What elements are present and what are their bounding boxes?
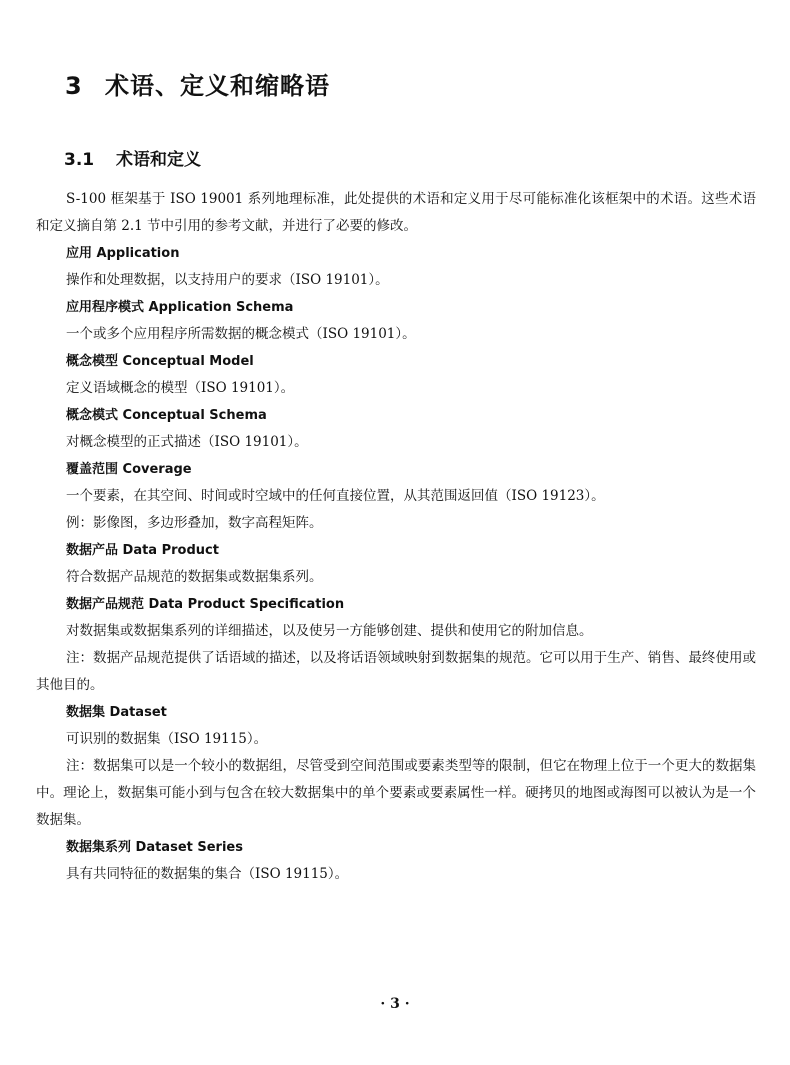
definition-application-schema: 一个或多个应用程序所需数据的概念模式（ISO 19101）。	[66, 326, 416, 342]
chapter-number: 3	[65, 72, 83, 100]
term-application-schema: 应用程序模式 Application Schema	[66, 300, 294, 315]
term-conceptual-model: 概念模型 Conceptual Model	[66, 354, 254, 369]
definition-data-product-specification: 对数据集或数据集系列的详细描述，以及使另一方能够创建、提供和使用它的附加信息。	[66, 623, 593, 639]
definition-dataset: 可识别的数据集（ISO 19115）。	[66, 731, 268, 747]
term-conceptual-schema: 概念模式 Conceptual Schema	[66, 408, 267, 423]
intro-paragraph: S-100 框架基于 ISO 19001 系列地理标准，此处提供的术语和定义用于尽可能标准化该框架中的术语。这些术语和定义摘自第 2.1 节中引用的参考文献，并进行了必要的修改。	[36, 191, 756, 234]
chapter-heading	[65, 66, 330, 101]
note-dataset: 注：数据集可以是一个较小的数据组，尽管受到空间范围或要素类型等的限制，但它在物理上位于一个更大的数据集中。理论上，数据集可能小到与包含在较大数据集中的单个要素或要素属性一样。硬拷贝的地图或海图可以被认为是一个数据集。	[36, 758, 756, 828]
page-number: · 3 ·	[380, 996, 410, 1012]
section-title: 术语和定义	[116, 150, 201, 170]
definition-application: 操作和处理数据，以支持用户的要求（ISO 19101）。	[66, 272, 389, 288]
definition-dataset-series: 具有共同特征的数据集的集合（ISO 19115）。	[66, 866, 349, 882]
definition-conceptual-schema: 对概念模型的正式描述（ISO 19101）。	[66, 434, 308, 450]
note-data-product-specification: 注：数据产品规范提供了话语域的描述，以及将话语领域映射到数据集的规范。它可以用于生产、销售、最终使用或其他目的。	[36, 650, 756, 693]
definition-data-product: 符合数据产品规范的数据集或数据集系列。	[66, 569, 323, 585]
term-data-product: 数据产品 Data Product	[66, 543, 219, 558]
chapter-title: 术语、定义和缩略语	[105, 72, 330, 100]
term-dataset: 数据集 Dataset	[66, 705, 167, 720]
term-dataset-series: 数据集系列 Dataset Series	[66, 840, 243, 855]
section-body	[36, 186, 756, 888]
term-application: 应用 Application	[66, 246, 180, 261]
definition-coverage: 一个要素，在其空间、时间或时空域中的任何直接位置，从其范围返回值（ISO 19123）。	[66, 488, 605, 504]
definition-conceptual-model: 定义语域概念的模型（ISO 19101）。	[66, 380, 295, 396]
term-coverage: 覆盖范围 Coverage	[66, 462, 192, 477]
section-heading	[64, 145, 201, 170]
example-coverage: 例：影像图，多边形叠加，数字高程矩阵。	[66, 515, 323, 531]
term-data-product-specification: 数据产品规范 Data Product Specification	[66, 597, 345, 612]
section-number: 3.1	[64, 150, 95, 170]
